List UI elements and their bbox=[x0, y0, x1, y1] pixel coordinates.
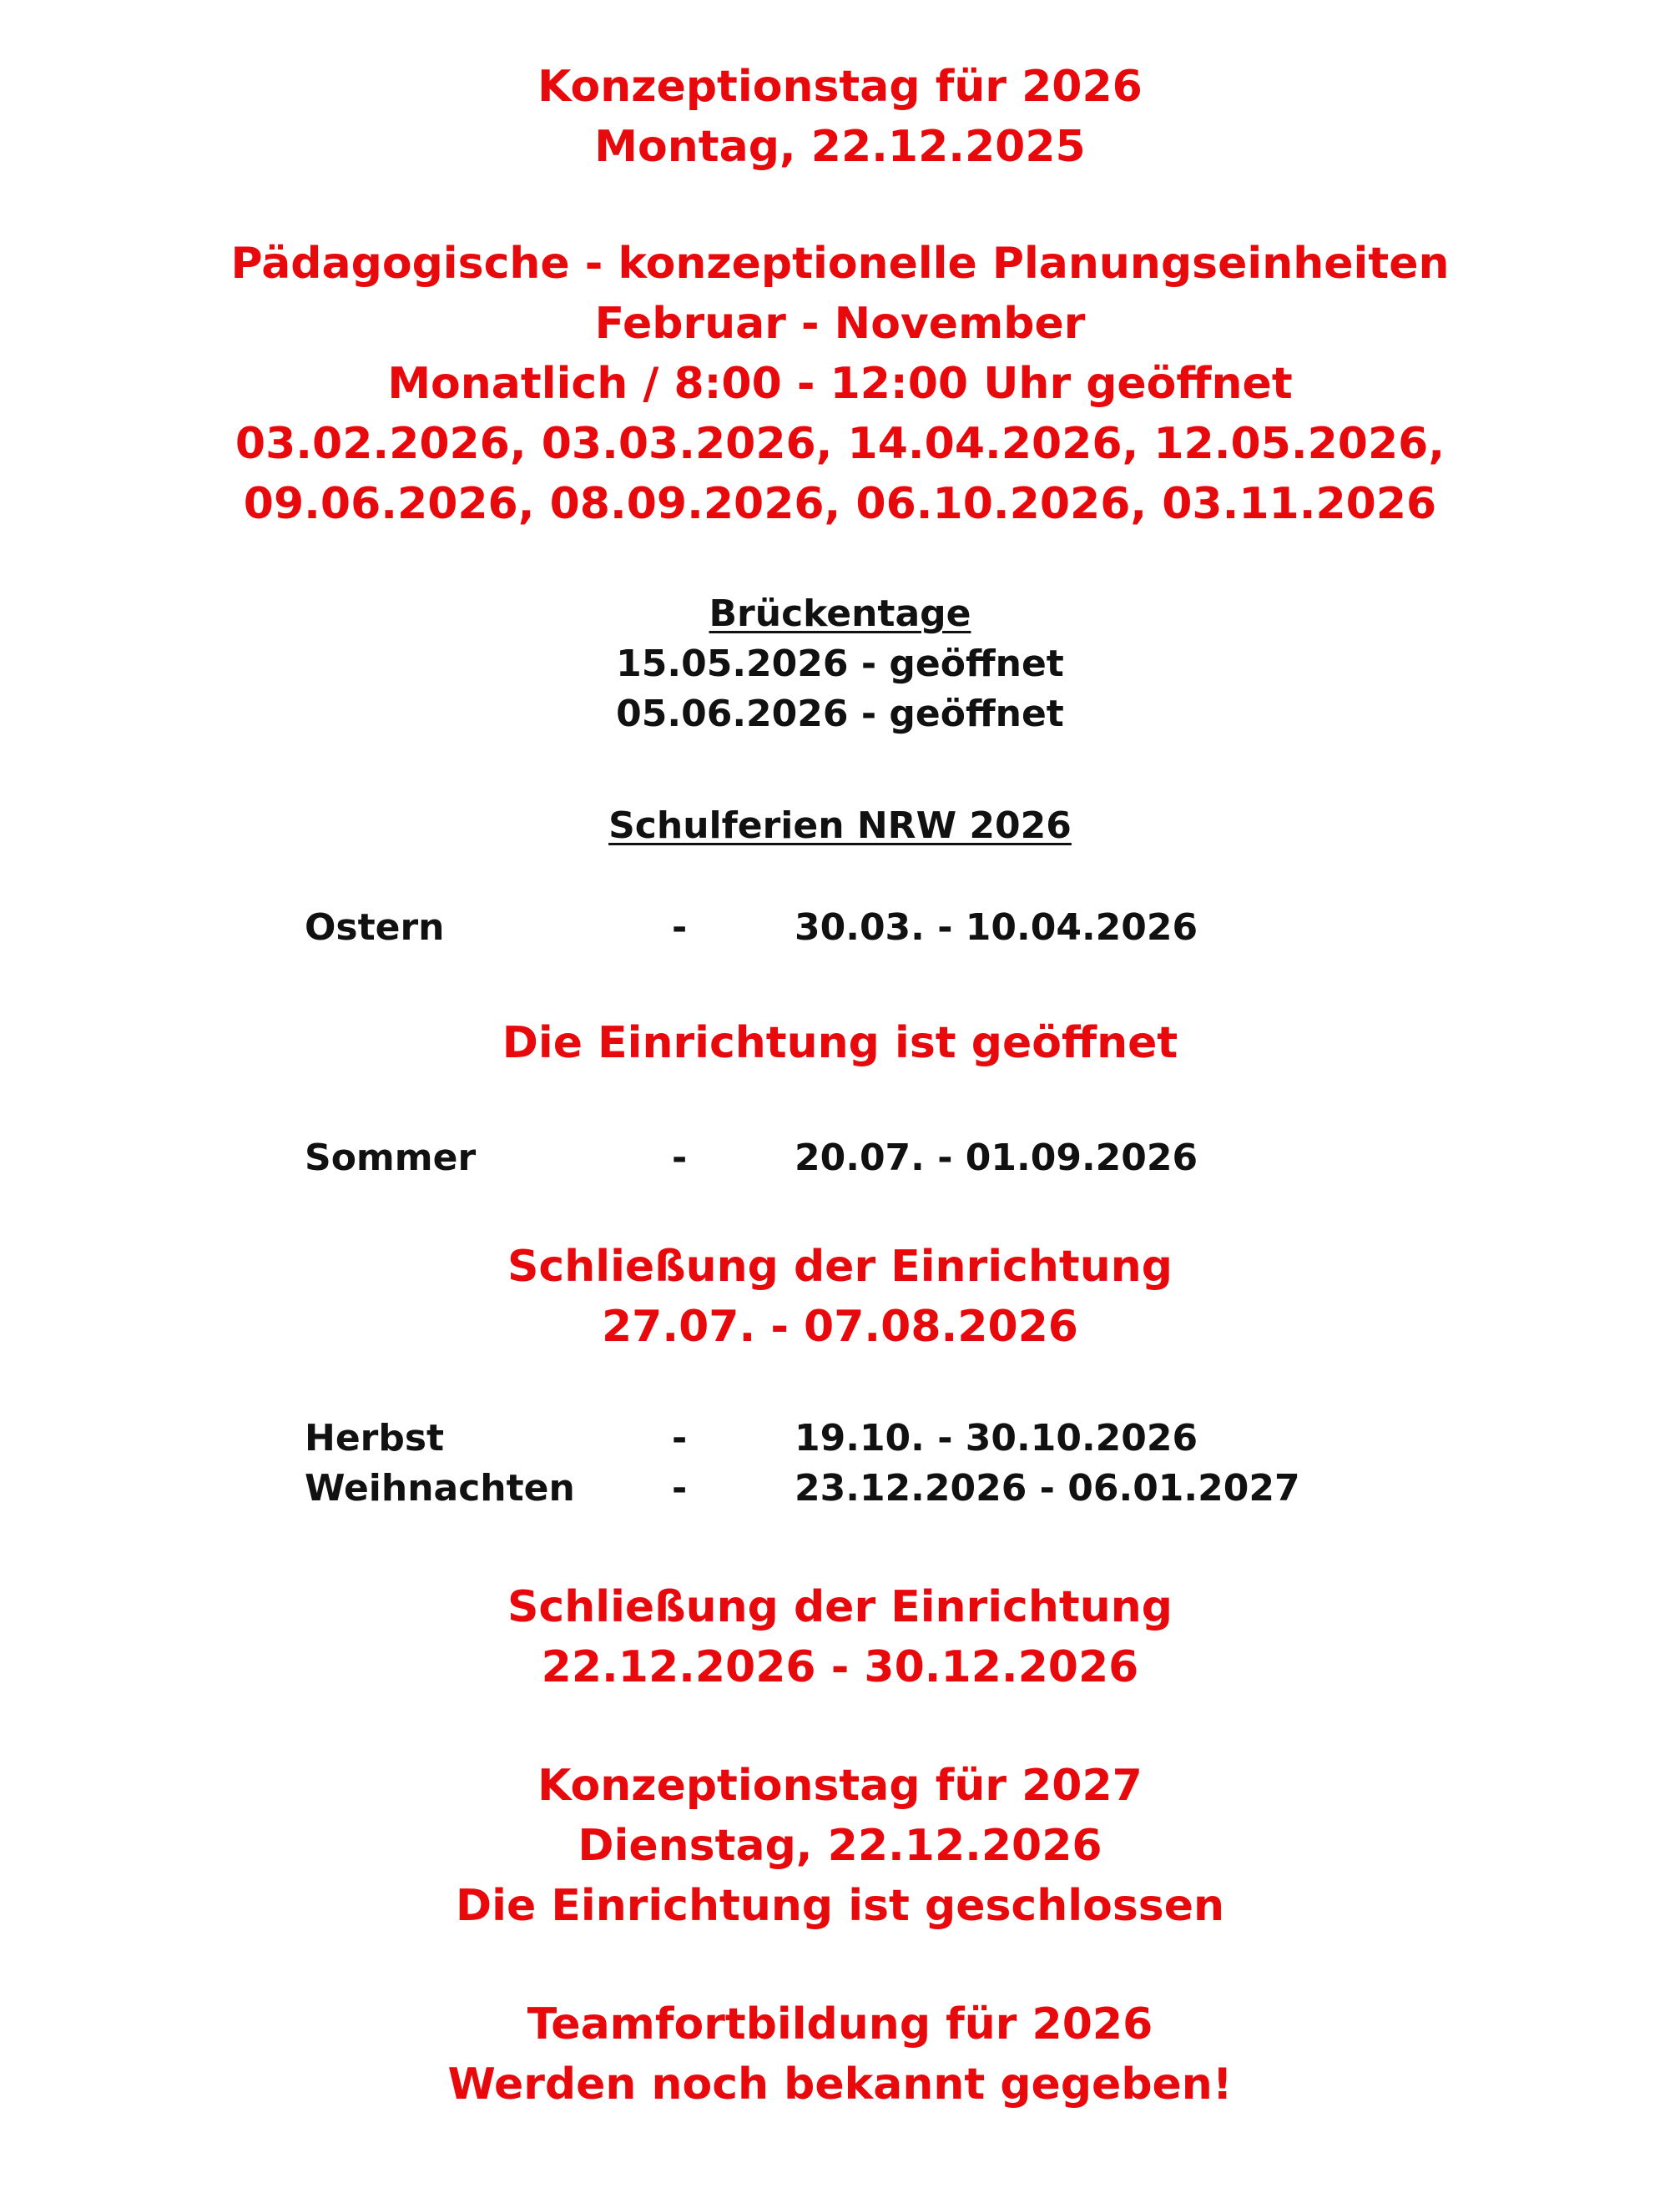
planung-period: Februar - November bbox=[594, 299, 1086, 349]
brueckentag-item: 15.05.2026 - geöffnet bbox=[616, 643, 1064, 685]
planung-dates-line-2: 09.06.2026, 08.09.2026, 06.10.2026, 03.11.2026 bbox=[243, 479, 1437, 529]
planung-title: Pädagogische - konzeptionelle Planungseinheiten bbox=[230, 239, 1450, 289]
weihnachten-closure-range: 22.12.2026 - 30.12.2026 bbox=[541, 1642, 1139, 1692]
ferien-name: Herbst bbox=[305, 1417, 445, 1459]
brueckentag-item: 05.06.2026 - geöffnet bbox=[616, 693, 1064, 735]
weihnachten-closure-title: Schließung der Einrichtung bbox=[507, 1582, 1173, 1632]
ferien-name: Ostern bbox=[305, 906, 445, 949]
konzeptionstag-2027-note: Die Einrichtung ist geschlossen bbox=[455, 1881, 1225, 1931]
teamfortbildung-note: Werden noch bekannt gegeben! bbox=[447, 2059, 1233, 2110]
konzeptionstag-2026-title: Konzeptionstag für 2026 bbox=[537, 62, 1143, 112]
ferien-name: Weihnachten bbox=[305, 1467, 575, 1510]
planung-hours: Monatlich / 8:00 - 12:00 Uhr geöffnet bbox=[387, 359, 1293, 409]
konzeptionstag-2026-date: Montag, 22.12.2025 bbox=[594, 122, 1086, 172]
ferien-row-sommer bbox=[0, 1133, 1680, 1183]
konzeptionstag-2027-title: Konzeptionstag für 2027 bbox=[537, 1761, 1143, 1811]
ferien-dash: - bbox=[672, 906, 688, 949]
ferien-range: 20.07. - 01.09.2026 bbox=[795, 1137, 1198, 1179]
planung-dates-line-1: 03.02.2026, 03.03.2026, 14.04.2026, 12.05.2026, bbox=[235, 419, 1445, 469]
konzeptionstag-2027-date: Dienstag, 22.12.2026 bbox=[578, 1821, 1102, 1871]
ostern-note: Die Einrichtung ist geöffnet bbox=[502, 1018, 1178, 1068]
brueckentage-heading-text: Brückentage bbox=[709, 592, 971, 635]
ferien-dash: - bbox=[672, 1417, 688, 1459]
ferien-row-weihnachten bbox=[0, 1464, 1680, 1514]
schulferien-heading-text: Schulferien NRW 2026 bbox=[608, 804, 1072, 847]
ferien-dash: - bbox=[672, 1137, 688, 1179]
brueckentage-heading bbox=[0, 589, 1680, 639]
ferien-dash: - bbox=[672, 1467, 688, 1510]
ferien-range: 30.03. - 10.04.2026 bbox=[795, 906, 1198, 949]
ferien-range: 19.10. - 30.10.2026 bbox=[795, 1417, 1198, 1459]
sommer-closure-title: Schließung der Einrichtung bbox=[507, 1242, 1173, 1292]
ferien-row-ostern bbox=[0, 903, 1680, 953]
teamfortbildung-title: Teamfortbildung für 2026 bbox=[527, 1999, 1153, 2049]
sommer-closure-range: 27.07. - 07.08.2026 bbox=[602, 1302, 1078, 1352]
ferien-row-herbst bbox=[0, 1414, 1680, 1464]
schulferien-heading bbox=[0, 801, 1680, 851]
ferien-range: 23.12.2026 - 06.01.2027 bbox=[795, 1467, 1300, 1510]
ferien-name: Sommer bbox=[305, 1137, 477, 1179]
